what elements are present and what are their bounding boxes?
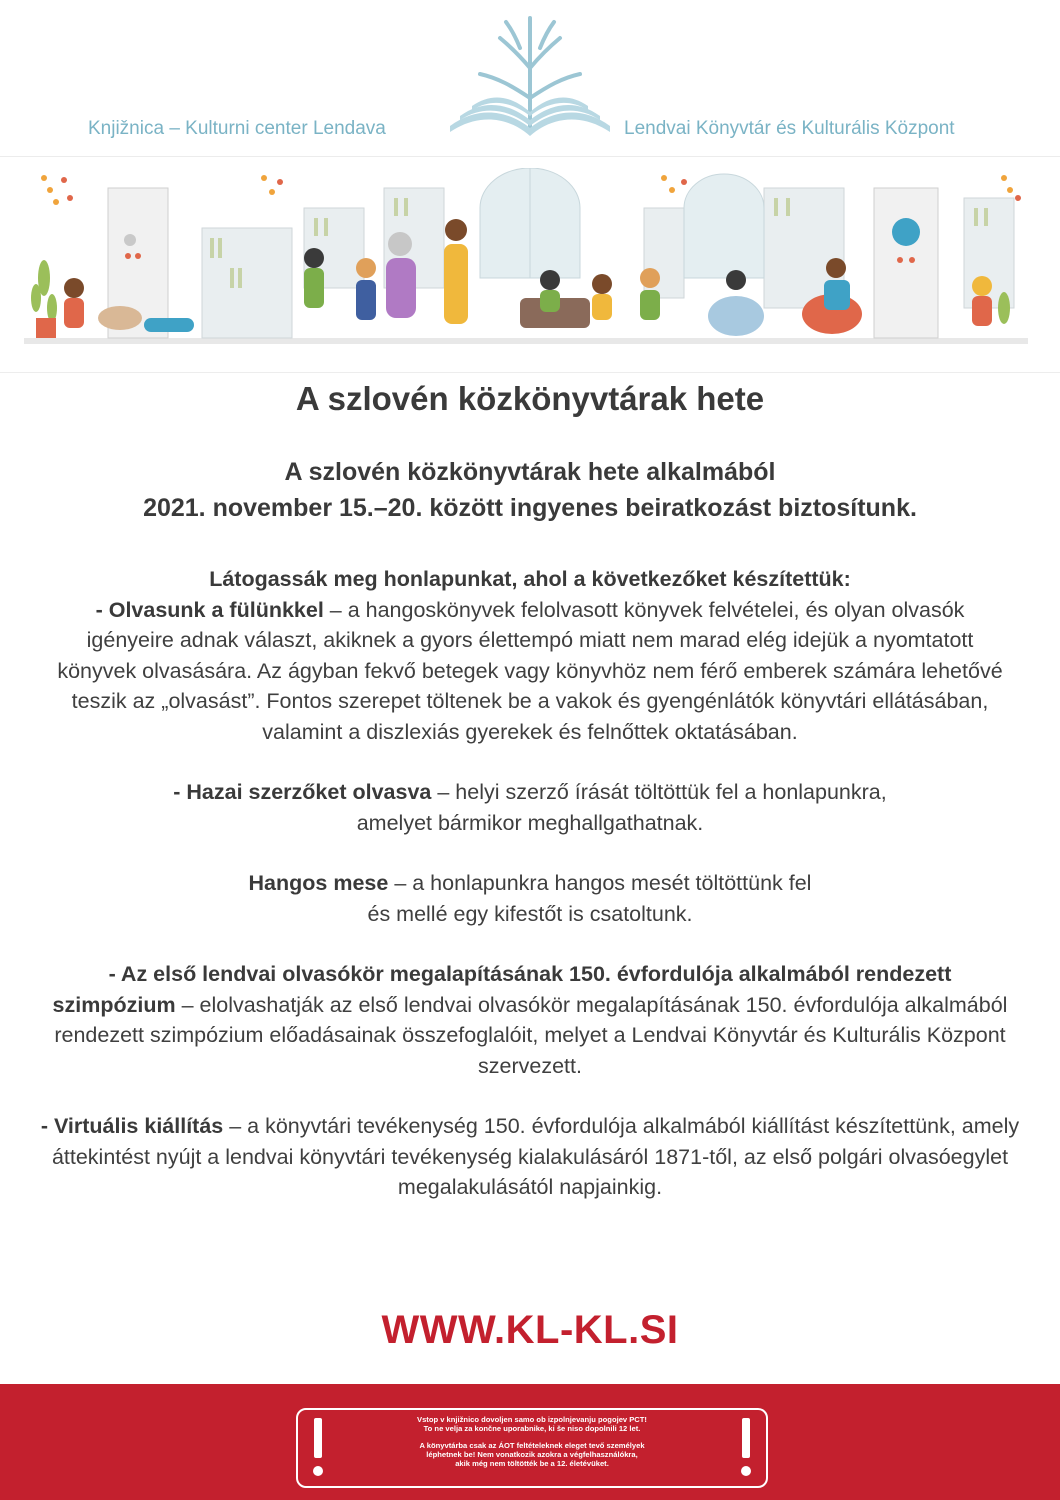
footer-notice-bar xyxy=(0,1384,1060,1500)
item-title: - Hazai szerzőket olvasva xyxy=(173,780,432,804)
item-title: - Az első lendvai olvasókör megalapításának 150. évfordulója alkalmából rendezett szimpózium xyxy=(52,962,952,1017)
subtitle xyxy=(0,454,1060,526)
item-symposium xyxy=(40,959,1020,1081)
book-tree-logo-icon xyxy=(440,8,620,148)
notice-line: Vstop v knjižnico dovoljen samo ob izpolnjevanju pogojev PCT! xyxy=(417,1415,647,1424)
library-reading-scene-illustration xyxy=(24,168,1028,352)
library-name-slovene: Knjižnica – Kulturni center Lendava xyxy=(88,118,386,139)
item-title: - Olvasunk a fülünkkel xyxy=(95,597,324,622)
item-audiobooks xyxy=(40,595,1020,748)
item-audio-tale xyxy=(40,868,1020,929)
item-text: – a könyvtári tevékenység 150. évfordulója alkalmából kiállítást készítettünk, amely áttekintést nyújt a lendvai könyvtári tevékenység kialakulásáról 1871-től, az első polgári olvasóegylet megalakulásától napjainkig. xyxy=(51,1114,1020,1199)
notice-line: léphetnek be! Nem vonatkozik azokra a végfelhasználókra, xyxy=(426,1450,638,1459)
exclamation-icon xyxy=(310,1416,326,1480)
page-title: A szlovén közkönyvtárak hete xyxy=(295,380,765,417)
subtitle-line-1: A szlovén közkönyvtárak hete alkalmából xyxy=(284,458,776,486)
item-text: – helyi szerző írását töltöttük fel a honlapunkra, amelyet bármikor meghallgathatnak. xyxy=(356,780,887,835)
item-virtual-exhibition xyxy=(40,1111,1020,1203)
library-name-hungarian: Lendvai Könyvtár és Kulturális Központ xyxy=(624,118,955,139)
exclamation-icon xyxy=(738,1416,754,1480)
item-title: - Virtuális kiállítás xyxy=(40,1114,224,1138)
notice-box xyxy=(296,1408,768,1488)
intro: Látogassák meg honlapunkat, ahol a következőket készítettük: xyxy=(209,567,851,591)
notice-line: akik még nem töltötték be a 12. életévüket. xyxy=(455,1459,609,1468)
header xyxy=(0,0,1060,160)
item-local-authors xyxy=(40,777,1020,838)
item-text: – a honlapunkra hangos mesét töltöttünk fel és mellé egy kifestőt is csatoltunk. xyxy=(367,871,812,926)
divider xyxy=(0,372,1060,373)
notice-text xyxy=(338,1415,726,1468)
subtitle-line-2: 2021. november 15.–20. között ingyenes beiratkozást biztosítunk. xyxy=(143,494,917,522)
item-text: – elolvashatják az első lendvai olvasókör megalapításának 150. évfordulója alkalmából rendezett szimpózium előadásainak összefoglalóit, melyet a Lendvai Könyvtár és Kulturális Központ szervezett. xyxy=(54,992,1008,1078)
website-link[interactable]: WWW.KL-KL.SI xyxy=(381,1308,679,1352)
item-text: – a hangoskönyvek felolvasott könyvek felvételei, és olyan olvasók igényeire adnak választ, akiknek a gyors élettempó miatt nem marad elég idejük a nyomtatott könyvek olvasására. Az ágyban fekvő betegek vagy könyvhöz nem férő emberek számára lehetővé teszik az „olvasást”. Fontos szerepet töltenek be a vakok és gyengénlátók könyvtári ellátásában, valamint a diszlexiás gyerekek és felnőttek oktatásában. xyxy=(57,597,1003,744)
notice-line: A könyvtárba csak az ÁOT feltételeknek eleget tevő személyek xyxy=(419,1441,645,1450)
notice-line: To ne velja za končne uporabnike, ki še niso dopolnili 12 let. xyxy=(423,1424,641,1433)
body-text xyxy=(40,564,1020,1203)
item-title: Hangos mese xyxy=(248,871,389,895)
divider xyxy=(0,156,1060,157)
